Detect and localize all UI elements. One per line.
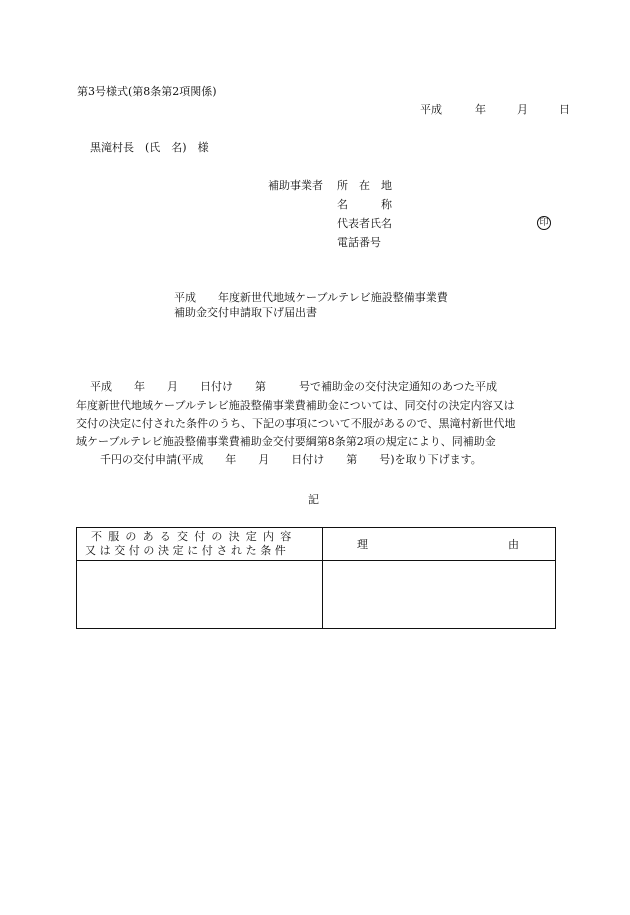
body-text-line4: 域ケーブルテレビ施設整備事業費補助金交付要綱第8条第2項の規定により、同補助金 xyxy=(76,435,496,448)
table-header-reason-yu: 由 xyxy=(508,538,519,551)
body-text-line3: 交付の決定に付された条件のうち、下記の事項について不服があるので、黒滝村新世代地 xyxy=(76,417,516,430)
addressee: 黒滝村長 (氏 名) 様 xyxy=(90,141,209,154)
applicant-name-label: 名 称 xyxy=(337,198,392,211)
applicant-representative-label: 代表者氏名 xyxy=(337,217,392,230)
document-title-line2: 補助金交付申請取下げ届出書 xyxy=(174,306,317,319)
table-divider-horizontal xyxy=(77,560,555,561)
form-number: 第3号様式(第8条第2項関係) xyxy=(77,85,217,98)
table-divider-vertical xyxy=(322,528,323,628)
body-text-line5: 千円の交付申請(平成 年 月 日付け 第 号)を取り下げます。 xyxy=(100,453,482,466)
seal-mark: 印 xyxy=(537,216,551,230)
body-text-line2: 年度新世代地域ケーブルテレビ施設整備事業費補助金については、同交付の決定内容又は xyxy=(76,399,515,412)
table-header-reason-ri: 理 xyxy=(357,538,368,551)
table-header-condition-line1: 不服のある交付の決定内容 xyxy=(91,530,298,543)
date-month: 月 xyxy=(517,103,528,116)
date-line xyxy=(420,104,570,115)
document-title-line1: 平成 年度新世代地域ケーブルテレビ施設整備事業費 xyxy=(174,291,448,304)
reason-table xyxy=(76,527,556,629)
applicant-address-label: 所 在 地 xyxy=(337,179,392,192)
ki-heading: 記 xyxy=(308,493,319,506)
table-header-condition-line2: 又は交付の決定に付された条件 xyxy=(85,544,290,557)
date-era: 平成 xyxy=(420,103,442,116)
date-year: 年 xyxy=(475,103,486,116)
date-day: 日 xyxy=(559,103,570,116)
applicant-phone-label: 電話番号 xyxy=(337,236,381,249)
applicant-label: 補助事業者 xyxy=(268,179,323,192)
body-text-line1: 平成 年 月 日付け 第 号で補助金の交付決定通知のあつた平成 xyxy=(90,380,497,393)
